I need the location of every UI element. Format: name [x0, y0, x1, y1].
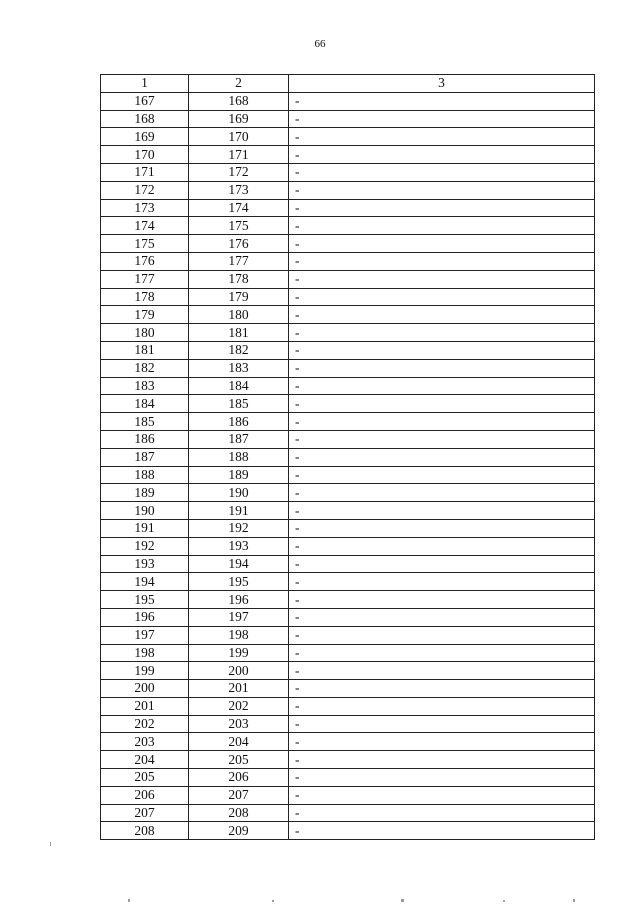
cell-col-1: 175 — [101, 235, 189, 253]
table-row — [101, 217, 595, 235]
cell-col-1: 170 — [101, 146, 189, 164]
table-row — [101, 448, 595, 466]
cell-col-1: 180 — [101, 324, 189, 342]
cell-col-1: 167 — [101, 92, 189, 110]
cell-col-1: 202 — [101, 715, 189, 733]
column-header-1: 1 — [101, 75, 189, 93]
cell-col-2: 188 — [189, 448, 289, 466]
column-header-2: 2 — [189, 75, 289, 93]
cell-col-1: 191 — [101, 519, 189, 537]
cell-col-3: - — [289, 733, 595, 751]
cell-col-1: 173 — [101, 199, 189, 217]
page-number: 66 — [314, 38, 326, 50]
cell-col-3: - — [289, 324, 595, 342]
cell-col-1: 205 — [101, 769, 189, 787]
cell-col-3: - — [289, 715, 595, 733]
cell-col-3: - — [289, 519, 595, 537]
table-row — [101, 715, 595, 733]
table-row — [101, 519, 595, 537]
cell-col-1: 207 — [101, 804, 189, 822]
table-row — [101, 591, 595, 609]
cell-col-3: - — [289, 573, 595, 591]
cell-col-2: 209 — [189, 822, 289, 840]
cell-col-1: 201 — [101, 697, 189, 715]
cell-col-3: - — [289, 697, 595, 715]
cell-col-3: - — [289, 448, 595, 466]
cell-col-2: 208 — [189, 804, 289, 822]
table-row — [101, 608, 595, 626]
cell-col-2: 182 — [189, 341, 289, 359]
cell-col-2: 205 — [189, 751, 289, 769]
cell-col-1: 203 — [101, 733, 189, 751]
cell-col-1: 192 — [101, 537, 189, 555]
table-row — [101, 644, 595, 662]
cell-col-2: 203 — [189, 715, 289, 733]
cell-col-2: 176 — [189, 235, 289, 253]
cell-col-2: 177 — [189, 252, 289, 270]
cell-col-2: 170 — [189, 128, 289, 146]
cell-col-1: 206 — [101, 786, 189, 804]
cell-col-2: 200 — [189, 662, 289, 680]
cell-col-2: 174 — [189, 199, 289, 217]
cell-col-3: - — [289, 662, 595, 680]
cell-col-3: - — [289, 235, 595, 253]
table-row — [101, 769, 595, 787]
table-row — [101, 751, 595, 769]
cell-col-2: 173 — [189, 181, 289, 199]
cell-col-3: - — [289, 252, 595, 270]
cell-col-1: 197 — [101, 626, 189, 644]
cell-col-2: 168 — [189, 92, 289, 110]
table-row — [101, 270, 595, 288]
scan-artifact — [573, 899, 575, 902]
cell-col-2: 202 — [189, 697, 289, 715]
cell-col-2: 192 — [189, 519, 289, 537]
cell-col-1: 200 — [101, 680, 189, 698]
cell-col-1: 198 — [101, 644, 189, 662]
cell-col-3: - — [289, 199, 595, 217]
data-table — [100, 74, 595, 840]
cell-col-2: 183 — [189, 359, 289, 377]
cell-col-2: 180 — [189, 306, 289, 324]
cell-col-3: - — [289, 537, 595, 555]
table-row — [101, 466, 595, 484]
cell-col-3: - — [289, 822, 595, 840]
cell-col-3: - — [289, 413, 595, 431]
cell-col-3: - — [289, 786, 595, 804]
cell-col-3: - — [289, 181, 595, 199]
cell-col-2: 201 — [189, 680, 289, 698]
cell-col-1: 189 — [101, 484, 189, 502]
cell-col-1: 177 — [101, 270, 189, 288]
cell-col-1: 168 — [101, 110, 189, 128]
table-row — [101, 146, 595, 164]
cell-col-3: - — [289, 644, 595, 662]
scan-artifact — [401, 899, 404, 902]
cell-col-2: 193 — [189, 537, 289, 555]
cell-col-3: - — [289, 395, 595, 413]
table-row — [101, 252, 595, 270]
scan-artifact — [128, 899, 130, 902]
cell-col-3: - — [289, 128, 595, 146]
cell-col-3: - — [289, 377, 595, 395]
cell-col-3: - — [289, 769, 595, 787]
cell-col-1: 208 — [101, 822, 189, 840]
cell-col-3: - — [289, 430, 595, 448]
cell-col-1: 169 — [101, 128, 189, 146]
table-row — [101, 430, 595, 448]
table-row — [101, 804, 595, 822]
table-row — [101, 359, 595, 377]
table-row — [101, 235, 595, 253]
table-row — [101, 128, 595, 146]
table-row — [101, 395, 595, 413]
cell-col-1: 182 — [101, 359, 189, 377]
cell-col-2: 186 — [189, 413, 289, 431]
cell-col-1: 199 — [101, 662, 189, 680]
cell-col-2: 206 — [189, 769, 289, 787]
cell-col-1: 181 — [101, 341, 189, 359]
table-row — [101, 181, 595, 199]
cell-col-3: - — [289, 270, 595, 288]
cell-col-2: 191 — [189, 502, 289, 520]
cell-col-3: - — [289, 555, 595, 573]
table-row — [101, 288, 595, 306]
cell-col-1: 188 — [101, 466, 189, 484]
table-row — [101, 733, 595, 751]
cell-col-2: 172 — [189, 163, 289, 181]
cell-col-2: 204 — [189, 733, 289, 751]
column-header-3: 3 — [289, 75, 595, 93]
cell-col-1: 172 — [101, 181, 189, 199]
cell-col-2: 169 — [189, 110, 289, 128]
cell-col-2: 195 — [189, 573, 289, 591]
cell-col-1: 174 — [101, 217, 189, 235]
cell-col-1: 183 — [101, 377, 189, 395]
cell-col-3: - — [289, 466, 595, 484]
table-body — [101, 92, 595, 839]
cell-col-2: 175 — [189, 217, 289, 235]
cell-col-2: 185 — [189, 395, 289, 413]
cell-col-3: - — [289, 306, 595, 324]
cell-col-3: - — [289, 608, 595, 626]
cell-col-1: 193 — [101, 555, 189, 573]
table-row — [101, 573, 595, 591]
cell-col-2: 199 — [189, 644, 289, 662]
cell-col-3: - — [289, 502, 595, 520]
cell-col-1: 186 — [101, 430, 189, 448]
cell-col-2: 196 — [189, 591, 289, 609]
scan-artifact — [503, 900, 505, 902]
table-header-row — [101, 75, 595, 93]
table-row — [101, 786, 595, 804]
cell-col-3: - — [289, 751, 595, 769]
table-row — [101, 502, 595, 520]
table-row — [101, 662, 595, 680]
table-row — [101, 377, 595, 395]
cell-col-3: - — [289, 341, 595, 359]
cell-col-3: - — [289, 217, 595, 235]
cell-col-1: 187 — [101, 448, 189, 466]
cell-col-1: 176 — [101, 252, 189, 270]
cell-col-1: 185 — [101, 413, 189, 431]
table-row — [101, 822, 595, 840]
table-row — [101, 555, 595, 573]
cell-col-2: 181 — [189, 324, 289, 342]
cell-col-3: - — [289, 626, 595, 644]
cell-col-3: - — [289, 804, 595, 822]
table-row — [101, 413, 595, 431]
cell-col-2: 197 — [189, 608, 289, 626]
table-row — [101, 92, 595, 110]
cell-col-3: - — [289, 359, 595, 377]
cell-col-1: 204 — [101, 751, 189, 769]
cell-col-3: - — [289, 110, 595, 128]
cell-col-2: 187 — [189, 430, 289, 448]
table-row — [101, 537, 595, 555]
cell-col-1: 179 — [101, 306, 189, 324]
cell-col-3: - — [289, 288, 595, 306]
table-row — [101, 306, 595, 324]
cell-col-1: 178 — [101, 288, 189, 306]
cell-col-1: 196 — [101, 608, 189, 626]
cell-col-3: - — [289, 146, 595, 164]
table-row — [101, 199, 595, 217]
cell-col-2: 178 — [189, 270, 289, 288]
cell-col-3: - — [289, 484, 595, 502]
cell-col-2: 194 — [189, 555, 289, 573]
cell-col-2: 190 — [189, 484, 289, 502]
cell-col-2: 189 — [189, 466, 289, 484]
table-row — [101, 110, 595, 128]
scan-artifact — [272, 900, 274, 902]
table-row — [101, 626, 595, 644]
cell-col-2: 179 — [189, 288, 289, 306]
cell-col-2: 207 — [189, 786, 289, 804]
cell-col-1: 190 — [101, 502, 189, 520]
cell-col-3: - — [289, 163, 595, 181]
table-row — [101, 484, 595, 502]
table-row — [101, 341, 595, 359]
cell-col-3: - — [289, 92, 595, 110]
cell-col-2: 198 — [189, 626, 289, 644]
scan-artifact — [50, 842, 51, 846]
table-row — [101, 697, 595, 715]
cell-col-1: 195 — [101, 591, 189, 609]
cell-col-1: 184 — [101, 395, 189, 413]
table-row — [101, 324, 595, 342]
cell-col-3: - — [289, 680, 595, 698]
cell-col-1: 194 — [101, 573, 189, 591]
cell-col-2: 184 — [189, 377, 289, 395]
cell-col-1: 171 — [101, 163, 189, 181]
cell-col-2: 171 — [189, 146, 289, 164]
table-row — [101, 163, 595, 181]
table-row — [101, 680, 595, 698]
cell-col-3: - — [289, 591, 595, 609]
